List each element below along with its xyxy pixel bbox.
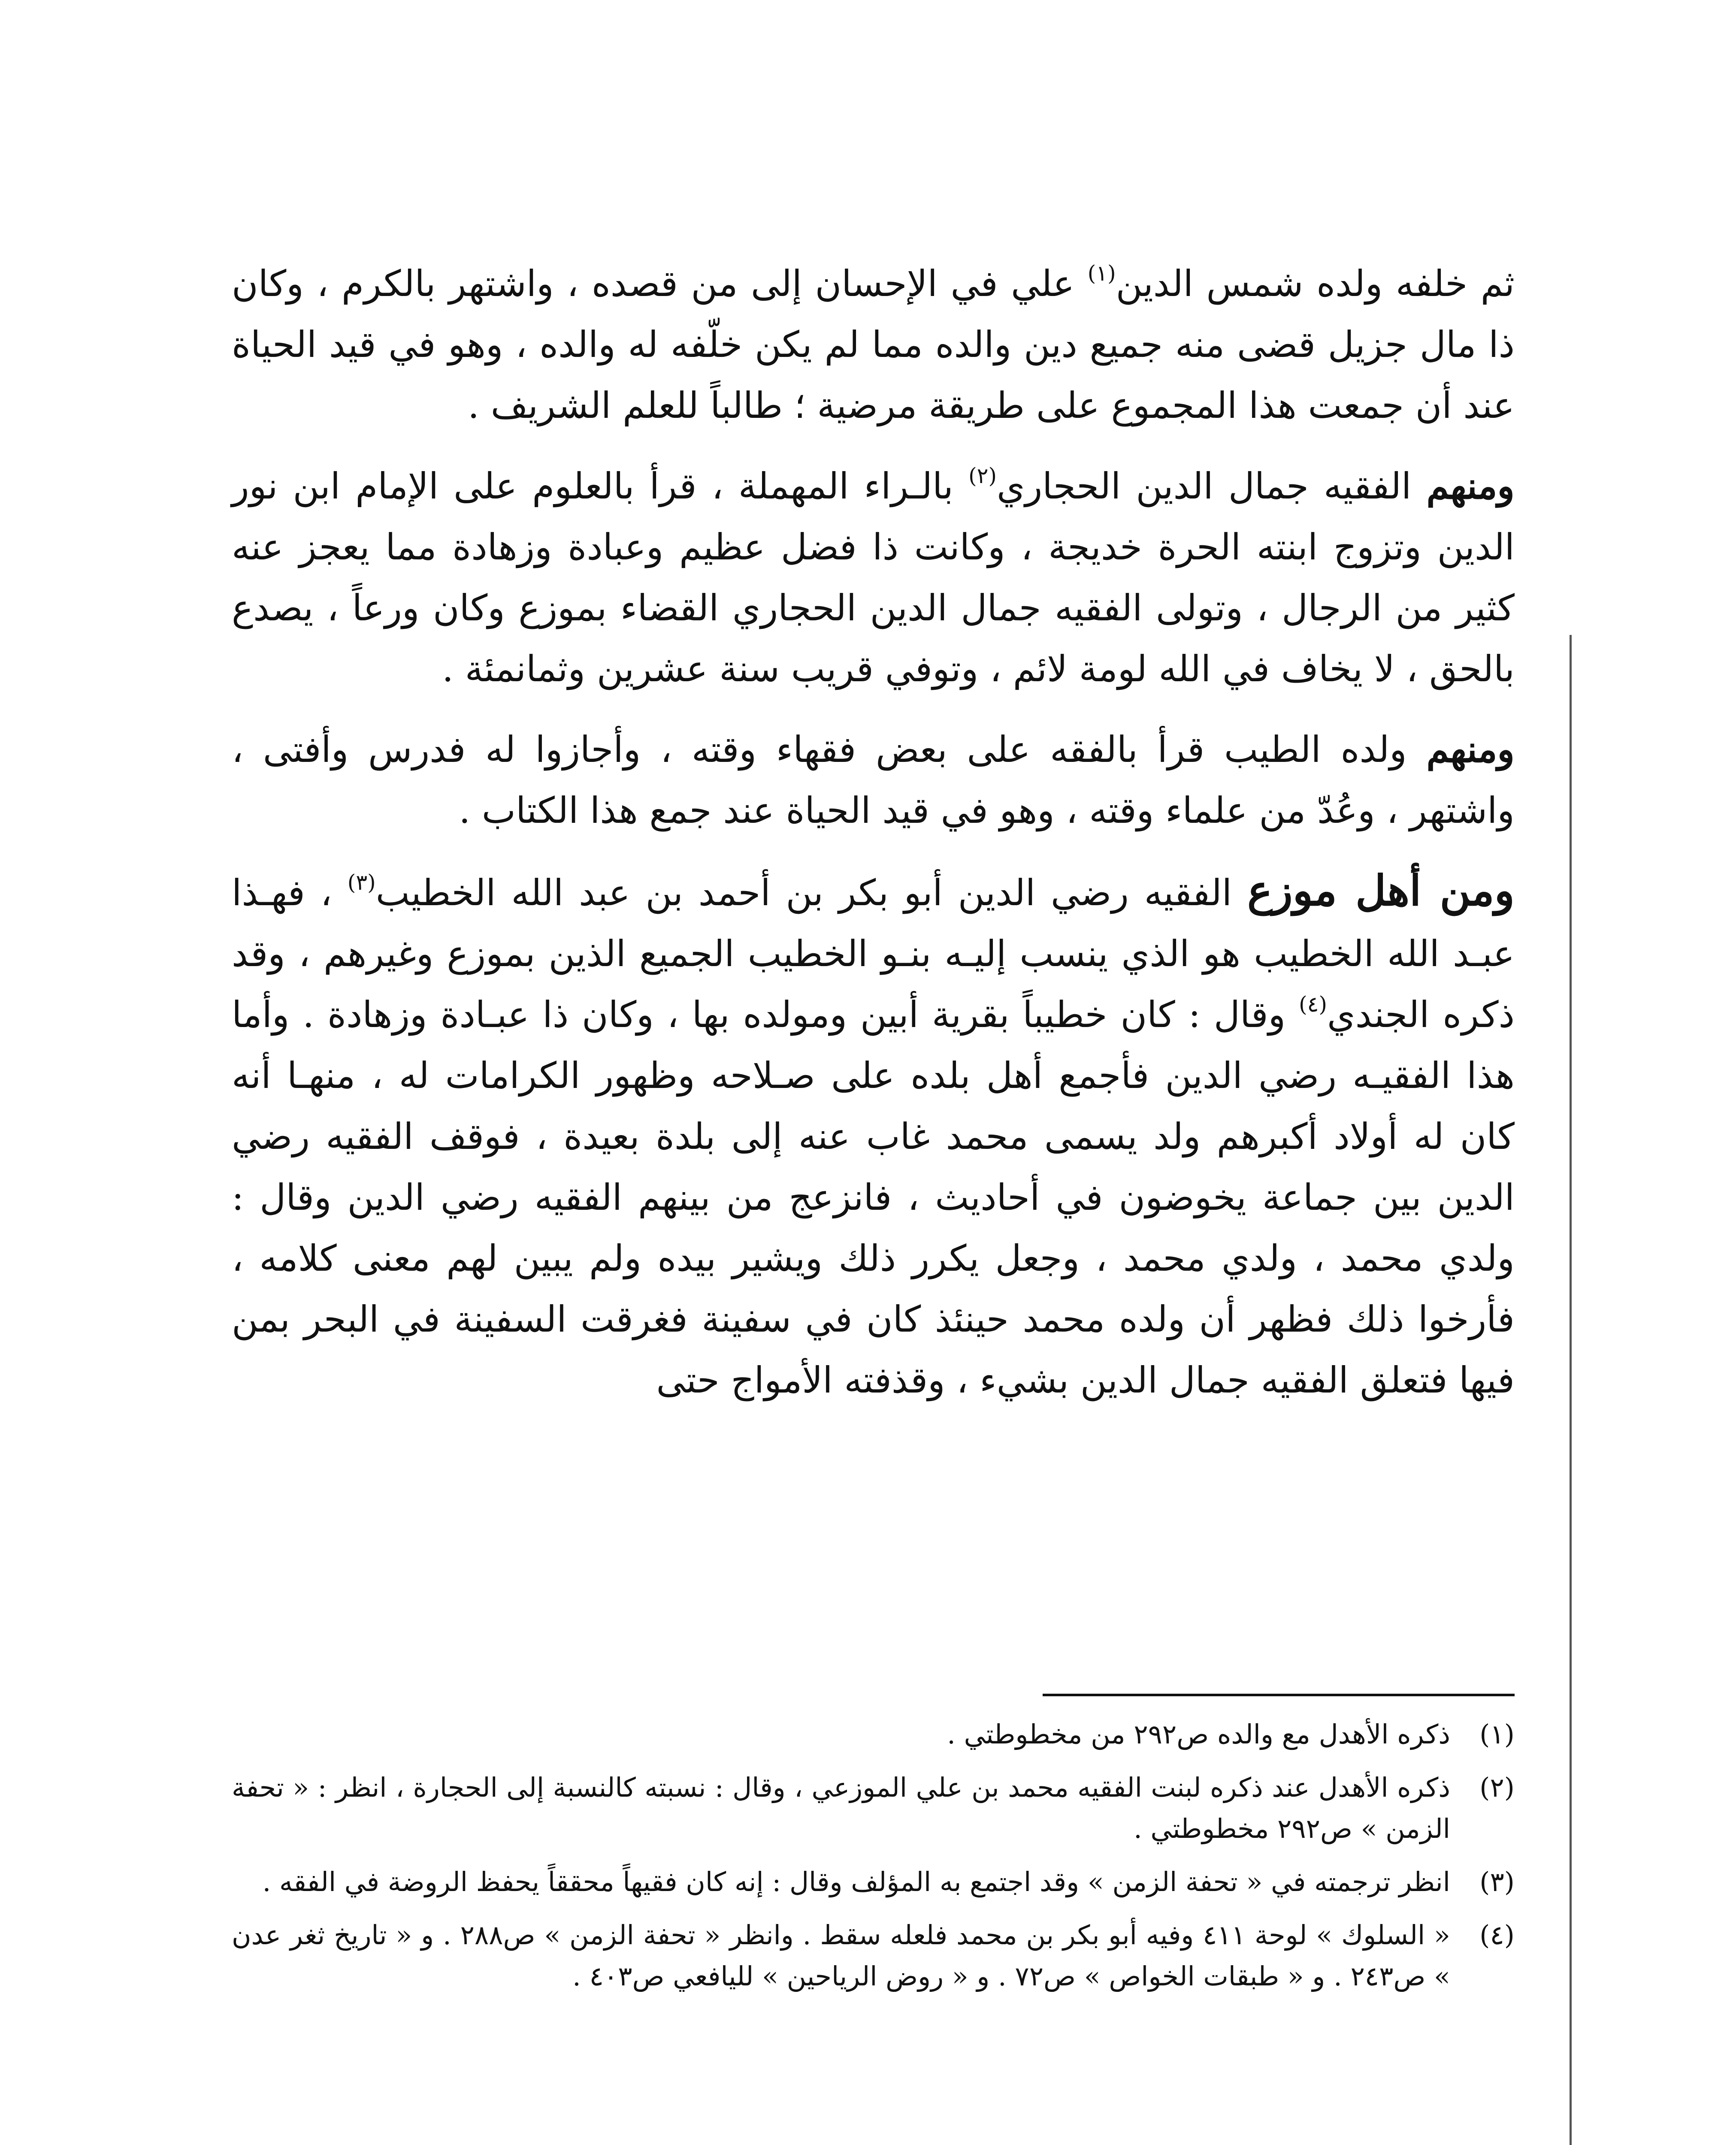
footnote-ref-3[interactable]: (٣): [347, 870, 376, 895]
paragraph-4: ومن أهل موزع الفقيه رضي الدين أبو بكر بن أحمد بن عبد الله الخطيب$^{(٣)}$ ، فهـذا عبـد الله الخطيب هو الذي ينسب إليـه بنـو الخطيب الجميع الذين بموزع وغيرهم ، وقد ذكره الجندي$^{(٤)}$ وقال : كان خطيباً بقرية أبين ومولده بها ، وكان ذا عبـادة وزهادة . وأما هذا الفقيـه رضي الدين فأجمع أهل بلده على صـلاحه وظهور الكرامات له ، منهـا أنه كان له أولاد أكبرهم ولد يسمى محمد غاب عنه إلى بلدة بعيدة ، فوقف الفقيه رضي الدين بين جماعة يخوضون في أحاديث ، فانزعج من بينهم الفقيه رضي الدين وقال : ولدي محمد ، ولدي محمد ، وجعل يكرر ذلك ويشير بيده ولم يبين لهم معنى كلامه ، فأرخوا ذلك فظهر أن ولده محمد حينئذ كان في سفينة فغرقت السفينة في البحر بمن فيها فتعلق الفقيه جمال الدين بشيء ، وقذفته الأمواج حتى: [232, 866, 1515, 1401]
footnote-ref-2[interactable]: (٢): [968, 463, 997, 488]
footnote: [232, 1767, 1515, 1849]
paragraph-lead: ومنهم: [1426, 465, 1515, 507]
footnote-number: (٢): [1479, 1772, 1515, 1803]
footnote-number: (٤): [1479, 1919, 1515, 1951]
footnote-ref-1[interactable]: (١): [1087, 261, 1116, 286]
margin-rule: [1570, 635, 1572, 2145]
footnote-text: ذكره الأهدل مع والده ص٢٩٢ من مخطوطتي .: [947, 1719, 1450, 1750]
paragraph-2: ومنهم الفقيه جمال الدين الحجاري$^{(٢)}$ بالـراء المهملة ، قرأ بالعلوم على الإمام ابن نور الدين وتزوج ابنته الحرة خديجة ، وكانت ذا فضل عظيم وعبادة وزهادة مما يعجز عنه كثير من الرجال ، وتولى الفقيه جمال الدين الحجاري القضاء بموزع وكان ورعاً ، يصدع بالحق ، لا يخاف في الله لومة لائم ، وتوفي قريب سنة عشرين وثمانمئة .: [232, 463, 1515, 690]
paragraph-lead: ومن أهل موزع: [1247, 866, 1515, 915]
footnote: [232, 1861, 1515, 1903]
paragraph-1: ثم خلفه ولده شمس الدين$^{(١)}$ علي في الإحسان إلى من قصده ، واشتهر بالكرم ، وكان ذا مال جزيل قضى منه جميع دين والده مما لم يكن خلّفه له والده ، وهو في قيد الحياة عند أن جمعت هذا المجموع على طريقة مرضية ؛ طالباً للعلم الشريف .: [232, 261, 1515, 426]
footnote: [232, 1915, 1515, 1997]
footnote-text: ذكره الأهدل عند ذكره لبنت الفقيه محمد بن علي الموزعي ، وقال : نسبته كالنسبة إلى الحجارة ، انظر : « تحفة الزمن » ص٢٩٢ مخطوطتي .: [232, 1772, 1450, 1844]
paragraph-lead: ومنهم: [1426, 728, 1515, 770]
footnotes: [232, 1714, 1515, 2009]
footnote-number: (١): [1479, 1719, 1515, 1750]
footnote-separator: [1043, 1694, 1515, 1696]
footnote-text: انظر ترجمته في « تحفة الزمن » وقد اجتمع به المؤلف وقال : إنه كان فقيهاً محققاً يحفظ الروضة في الفقه .: [262, 1866, 1450, 1897]
main-text: [232, 253, 1515, 1430]
footnote-text: « السلوك » لوحة ٤١١ وفيه أبو بكر بن محمد فلعله سقط . وانظر « تحفة الزمن » ص٢٨٨ . و « تاريخ ثغر عدن » ص٢٤٣ . و « طبقات الخواص » ص٧٢ . و « روض الرياحين » لليافعي ص٤٠٣ .: [232, 1919, 1450, 1992]
footnote-ref-4[interactable]: (٤): [1299, 992, 1327, 1017]
footnote-number: (٣): [1479, 1866, 1515, 1897]
footnote: [232, 1714, 1515, 1755]
paragraph-3: ومنهم ولده الطيب قرأ بالفقه على بعض فقهاء وقته ، وأجازوا له فدرس وأفتى ، واشتهر ، وعُدّ من علماء وقته ، وهو في قيد الحياة عند جمع هذا الكتاب .: [232, 728, 1515, 831]
